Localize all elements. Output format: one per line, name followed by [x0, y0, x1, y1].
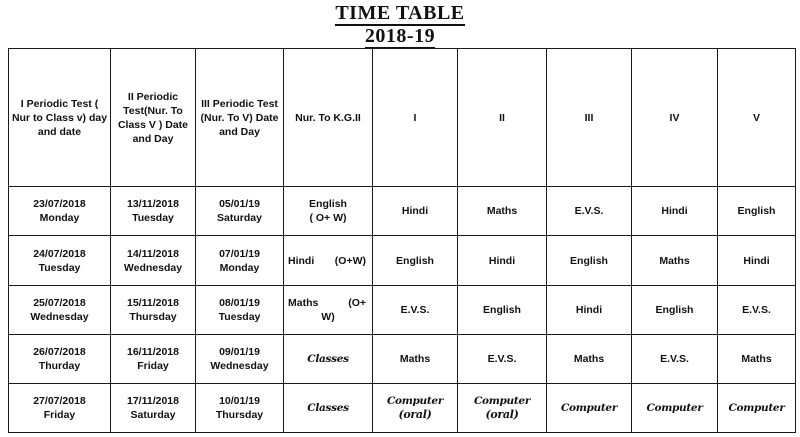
- pt2-day: Friday: [137, 359, 169, 372]
- class-v-subject: Maths: [718, 334, 796, 383]
- nur-kg-subject-split: [286, 296, 370, 310]
- pt2-day: Tuesday: [132, 212, 174, 225]
- class-ii-subject: Hindi: [458, 236, 547, 285]
- header-pt2-line: Class V ): [117, 118, 163, 131]
- header-pt1-line: day and date: [37, 111, 108, 138]
- pt2-date-cell: [111, 334, 196, 383]
- pt3-date-cell: [196, 187, 284, 236]
- pt1-date-cell: [9, 236, 111, 285]
- class-iv-subject: Hindi: [632, 187, 718, 236]
- nur-kg-subject-cell: [284, 285, 373, 334]
- header-pt2-line: Test(Nur. To: [123, 104, 183, 117]
- header-pt1-line: I Periodic Test (: [20, 97, 99, 110]
- header-pt2-line: Date and Day: [132, 118, 189, 145]
- pt1-date-cell: [9, 187, 111, 236]
- pt2-day: Saturday: [130, 408, 176, 421]
- pt3-date: 09/01/19: [219, 345, 260, 358]
- nur-kg-subject-handwritten: Classes: [284, 334, 373, 383]
- nur-kg-subject: Maths: [288, 296, 319, 309]
- pt3-date: 05/01/19: [219, 198, 260, 211]
- class-ii-subject: E.V.S.: [458, 334, 547, 383]
- pt3-day: Tuesday: [218, 310, 261, 323]
- pt3-day: Monday: [219, 261, 260, 274]
- nur-kg-subject-note: (O+: [348, 296, 366, 309]
- pt1-date: 23/07/2018: [33, 198, 86, 211]
- page-subtitle-year: [0, 25, 800, 47]
- class-iii-subject: Maths: [547, 334, 632, 383]
- class-v-subject: E.V.S.: [718, 285, 796, 334]
- pt3-date-cell: [196, 383, 284, 432]
- subject-note: (oral): [485, 407, 519, 421]
- pt3-date: 08/01/19: [219, 296, 260, 309]
- header-class-iv: IV: [632, 49, 718, 187]
- nur-kg-subject-split: [286, 254, 370, 268]
- page-title: [0, 2, 800, 24]
- class-iii-subject-handwritten: Computer: [547, 383, 632, 432]
- timetable: [8, 48, 796, 433]
- table-row: [9, 334, 796, 383]
- class-v-subject: Hindi: [718, 236, 796, 285]
- pt1-date: 24/07/2018: [33, 247, 86, 260]
- pt1-day: Monday: [39, 212, 80, 225]
- nur-kg-subject-note-cont: W): [321, 310, 335, 323]
- nur-kg-subject-note: ( O+ W): [309, 212, 347, 225]
- subject-text: Computer: [386, 394, 444, 407]
- header-pt2: [111, 49, 196, 187]
- header-row: [9, 49, 796, 187]
- class-ii-subject: English: [458, 285, 547, 334]
- pt3-day: Thursday: [215, 408, 264, 421]
- nur-kg-subject: English: [309, 198, 347, 211]
- table-row: [9, 236, 796, 285]
- header-class-nur-kg: Nur. To K.G.II: [284, 49, 373, 187]
- pt2-day: Thursday: [129, 310, 177, 323]
- pt3-date-cell: [196, 236, 284, 285]
- class-iv-subject: Maths: [632, 236, 718, 285]
- class-i-subject: Hindi: [373, 187, 458, 236]
- nur-kg-subject-handwritten: Classes: [284, 383, 373, 432]
- class-v-subject: English: [718, 187, 796, 236]
- table-row: [9, 187, 796, 236]
- pt3-date-cell: [196, 285, 284, 334]
- class-ii-subject-handwritten: [458, 383, 547, 432]
- pt1-date: 25/07/2018: [33, 296, 86, 309]
- pt2-date: 15/11/2018: [127, 296, 179, 309]
- class-iii-subject: E.V.S.: [547, 187, 632, 236]
- nur-kg-subject-cell: [284, 236, 373, 285]
- pt1-date-cell: [9, 383, 111, 432]
- class-iv-subject: English: [632, 285, 718, 334]
- header-class-ii: II: [458, 49, 547, 187]
- pt1-date-cell: [9, 334, 111, 383]
- class-iii-subject: Hindi: [547, 285, 632, 334]
- header-pt2-line: II Periodic: [127, 90, 179, 103]
- pt1-day: Tuesday: [38, 261, 81, 274]
- pt3-date: 10/01/19: [219, 394, 260, 407]
- pt3-date: 07/01/19: [219, 247, 260, 260]
- header-pt3-line: III Periodic Test: [201, 97, 278, 110]
- pt1-date: 26/07/2018: [33, 345, 86, 358]
- header-pt1-line: Nur to Class v): [11, 111, 87, 124]
- pt3-day: Wednesday: [210, 359, 269, 372]
- pt1-date-cell: [9, 285, 111, 334]
- pt1-day: Thurday: [38, 359, 81, 372]
- class-i-subject: E.V.S.: [373, 285, 458, 334]
- nur-kg-subject-note: (O+W): [334, 254, 366, 267]
- header-class-i: I: [373, 49, 458, 187]
- pt2-date-cell: [111, 187, 196, 236]
- subject-note: (oral): [398, 407, 432, 421]
- pt1-date: 27/07/2018: [33, 394, 86, 407]
- table-row: [9, 285, 796, 334]
- header-pt3-line: (Nur. To V): [200, 111, 253, 124]
- class-iv-subject: E.V.S.: [632, 334, 718, 383]
- header-class-iii: III: [547, 49, 632, 187]
- header-pt3-line: Date and Day: [219, 111, 279, 138]
- nur-kg-subject: Hindi: [288, 254, 315, 267]
- class-i-subject: English: [373, 236, 458, 285]
- class-i-subject-handwritten: [373, 383, 458, 432]
- class-ii-subject: Maths: [458, 187, 547, 236]
- header-pt3: [196, 49, 284, 187]
- year-text: 2018-19: [364, 25, 436, 47]
- pt2-date-cell: [111, 236, 196, 285]
- pt1-day: Friday: [43, 408, 76, 421]
- title-text: TIME TABLE: [335, 2, 465, 24]
- header-pt1: [9, 49, 111, 187]
- nur-kg-subject-cell: [284, 187, 373, 236]
- pt3-day: Saturday: [217, 212, 262, 225]
- subject-text: Computer: [473, 394, 531, 407]
- pt2-date: 16/11/2018: [127, 345, 179, 358]
- table-row: [9, 383, 796, 432]
- pt2-date: 14/11/2018: [127, 247, 179, 260]
- pt2-day: Wednesday: [123, 261, 183, 274]
- class-iv-subject-handwritten: Computer: [632, 383, 718, 432]
- class-v-subject-handwritten: Computer: [718, 383, 796, 432]
- pt2-date-cell: [111, 383, 196, 432]
- pt2-date: 13/11/2018: [127, 198, 179, 211]
- pt2-date: 17/11/2018: [127, 394, 179, 407]
- header-class-v: V: [718, 49, 796, 187]
- pt2-date-cell: [111, 285, 196, 334]
- pt3-date-cell: [196, 334, 284, 383]
- class-iii-subject: English: [547, 236, 632, 285]
- class-i-subject: Maths: [373, 334, 458, 383]
- pt1-day: Wednesday: [30, 310, 89, 323]
